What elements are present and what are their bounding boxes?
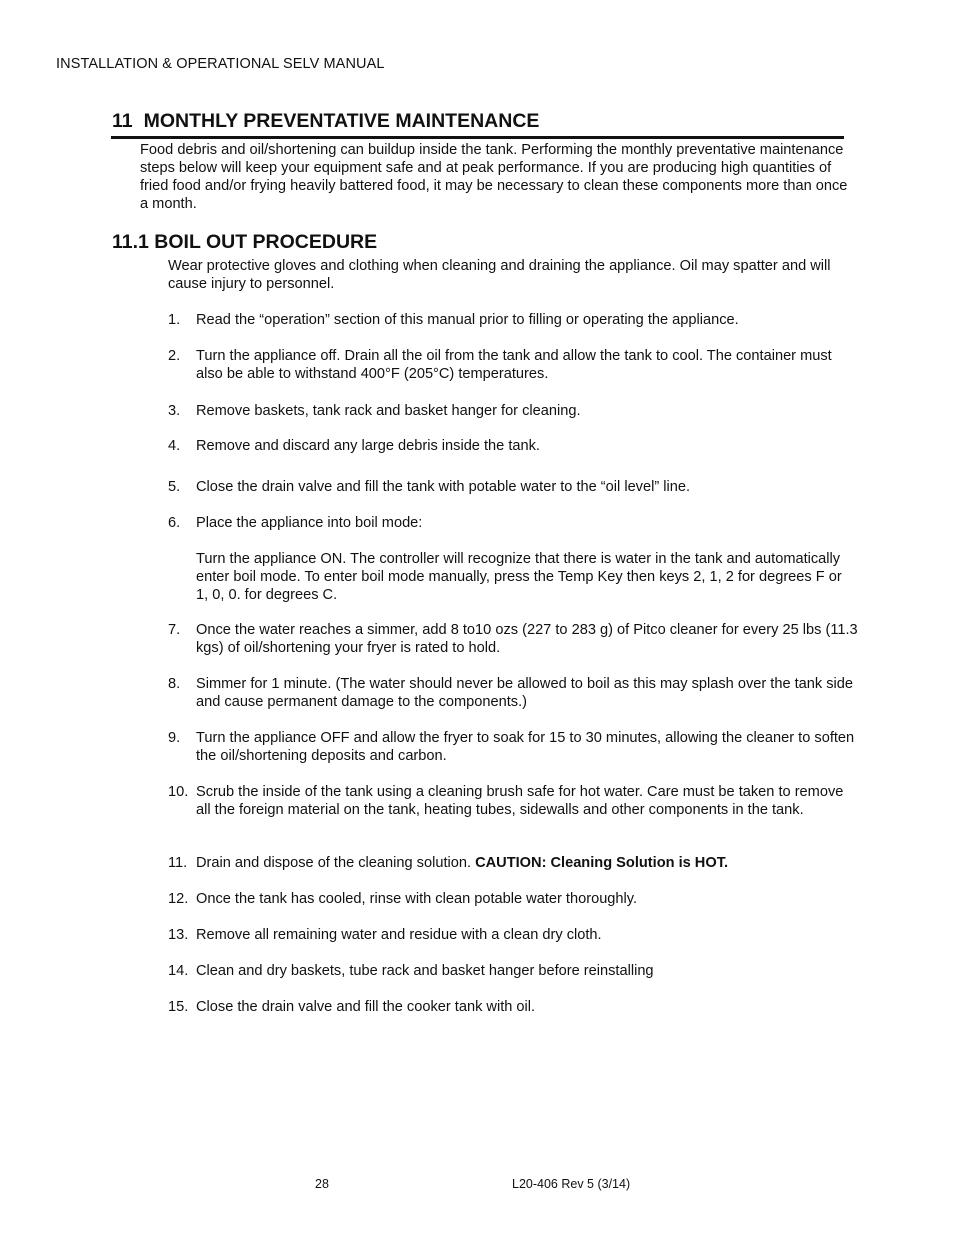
list-item bbox=[168, 478, 858, 496]
list-item bbox=[168, 514, 858, 532]
list-item bbox=[168, 890, 858, 908]
step-number: 9. bbox=[168, 730, 181, 746]
step-text: Remove and discard any large debris inside the tank. bbox=[196, 438, 540, 454]
step-text: Close the drain valve and fill the tank with potable water to the “oil level” line. bbox=[196, 479, 691, 495]
list-item bbox=[168, 621, 858, 657]
manual-header: INSTALLATION & OPERATIONAL SELV MANUAL bbox=[56, 56, 385, 72]
step-text: Simmer for 1 minute. (The water should never be allowed to boil as this may splash over the tank side and cause permanent damage to the components.) bbox=[196, 676, 854, 710]
step-number: 13. bbox=[168, 927, 189, 943]
list-item bbox=[168, 347, 858, 383]
step-number: 7. bbox=[168, 622, 181, 638]
step-text bbox=[196, 854, 858, 872]
section-intro: Food debris and oil/shortening can buildup inside the tank. Performing the monthly preventative maintenance steps below will keep your equipment safe and at peak performance. If you are producing high quantities of fried food and/or frying heavily battered food, it may be necessary to clean these components more than once a month. bbox=[140, 142, 848, 212]
step-text: Read the “operation” section of this manual prior to filling or operating the appliance. bbox=[196, 312, 739, 328]
list-item bbox=[168, 926, 858, 944]
step-number: 5. bbox=[168, 479, 181, 495]
step-text: Place the appliance into boil mode: bbox=[196, 515, 423, 531]
list-item bbox=[168, 729, 858, 765]
section-divider bbox=[111, 136, 844, 139]
list-item bbox=[168, 962, 858, 980]
step-text: Remove baskets, tank rack and basket hanger for cleaning. bbox=[196, 403, 581, 419]
document-id: L20-406 Rev 5 (3/14) bbox=[512, 1177, 631, 1191]
step-text: Clean and dry baskets, tube rack and basket hanger before reinstalling bbox=[196, 963, 654, 979]
list-item bbox=[168, 437, 858, 455]
step-text: Turn the appliance OFF and allow the fryer to soak for 15 to 30 minutes, allowing the cleaner to soften the oil/shortening deposits and carbon. bbox=[196, 730, 855, 764]
step-text: Scrub the inside of the tank using a cleaning brush safe for hot water. Care must be taken to remove all the foreign material on the tank, heating tubes, sidewalls and other components in the tank. bbox=[196, 784, 844, 818]
step-text: Once the water reaches a simmer, add 8 to10 ozs (227 to 283 g) of Pitco cleaner for every 25 lbs (11.3 kgs) of oil/shortening your fryer is rated to hold. bbox=[196, 622, 858, 656]
step-text: Once the tank has cooled, rinse with clean potable water thoroughly. bbox=[196, 891, 638, 907]
step-number: 2. bbox=[168, 348, 181, 364]
step-number: 1. bbox=[168, 312, 181, 328]
list-item bbox=[168, 998, 858, 1016]
page-number: 28 bbox=[315, 1177, 329, 1191]
step-text: Close the drain valve and fill the cooker tank with oil. bbox=[196, 999, 536, 1015]
list-item bbox=[168, 311, 858, 329]
step-number: 6. bbox=[168, 515, 181, 531]
list-item bbox=[168, 402, 858, 420]
step-number: 12. bbox=[168, 891, 189, 907]
list-item bbox=[168, 675, 858, 711]
subsection-title: 11.1 BOIL OUT PROCEDURE bbox=[112, 231, 378, 253]
step-number: 14. bbox=[168, 963, 189, 979]
section-title: MONTHLY PREVENTATIVE MAINTENANCE bbox=[143, 110, 540, 132]
step-number: 4. bbox=[168, 438, 181, 454]
step-text-plain: Drain and dispose of the cleaning solution. bbox=[196, 855, 476, 871]
step-number: 15. bbox=[168, 999, 189, 1015]
step-text: Remove all remaining water and residue with a clean dry cloth. bbox=[196, 927, 602, 943]
step-text: Turn the appliance off. Drain all the oil from the tank and allow the tank to cool. The container must also be able to withstand 400°F (205°C) temperatures. bbox=[196, 348, 832, 382]
section-heading bbox=[112, 110, 539, 133]
step-6-detail: Turn the appliance ON. The controller will recognize that there is water in the tank and automatically enter boil mode. To enter boil mode manually, press the Temp Key then keys 2, 1, 2 for degrees F or 1, 0, 0. for degrees C. bbox=[196, 551, 842, 603]
step-number: 11. bbox=[168, 855, 188, 871]
caution-text: CAUTION: Cleaning Solution is HOT. bbox=[475, 855, 729, 871]
list-item bbox=[168, 783, 858, 819]
step-number: 8. bbox=[168, 676, 181, 692]
section-number: 11 bbox=[112, 110, 133, 132]
step-number: 3. bbox=[168, 403, 181, 419]
list-item bbox=[168, 854, 858, 872]
safety-warning: Wear protective gloves and clothing when cleaning and draining the appliance. Oil may spatter and will cause injury to personnel. bbox=[168, 258, 831, 292]
step-number: 10. bbox=[168, 784, 189, 800]
